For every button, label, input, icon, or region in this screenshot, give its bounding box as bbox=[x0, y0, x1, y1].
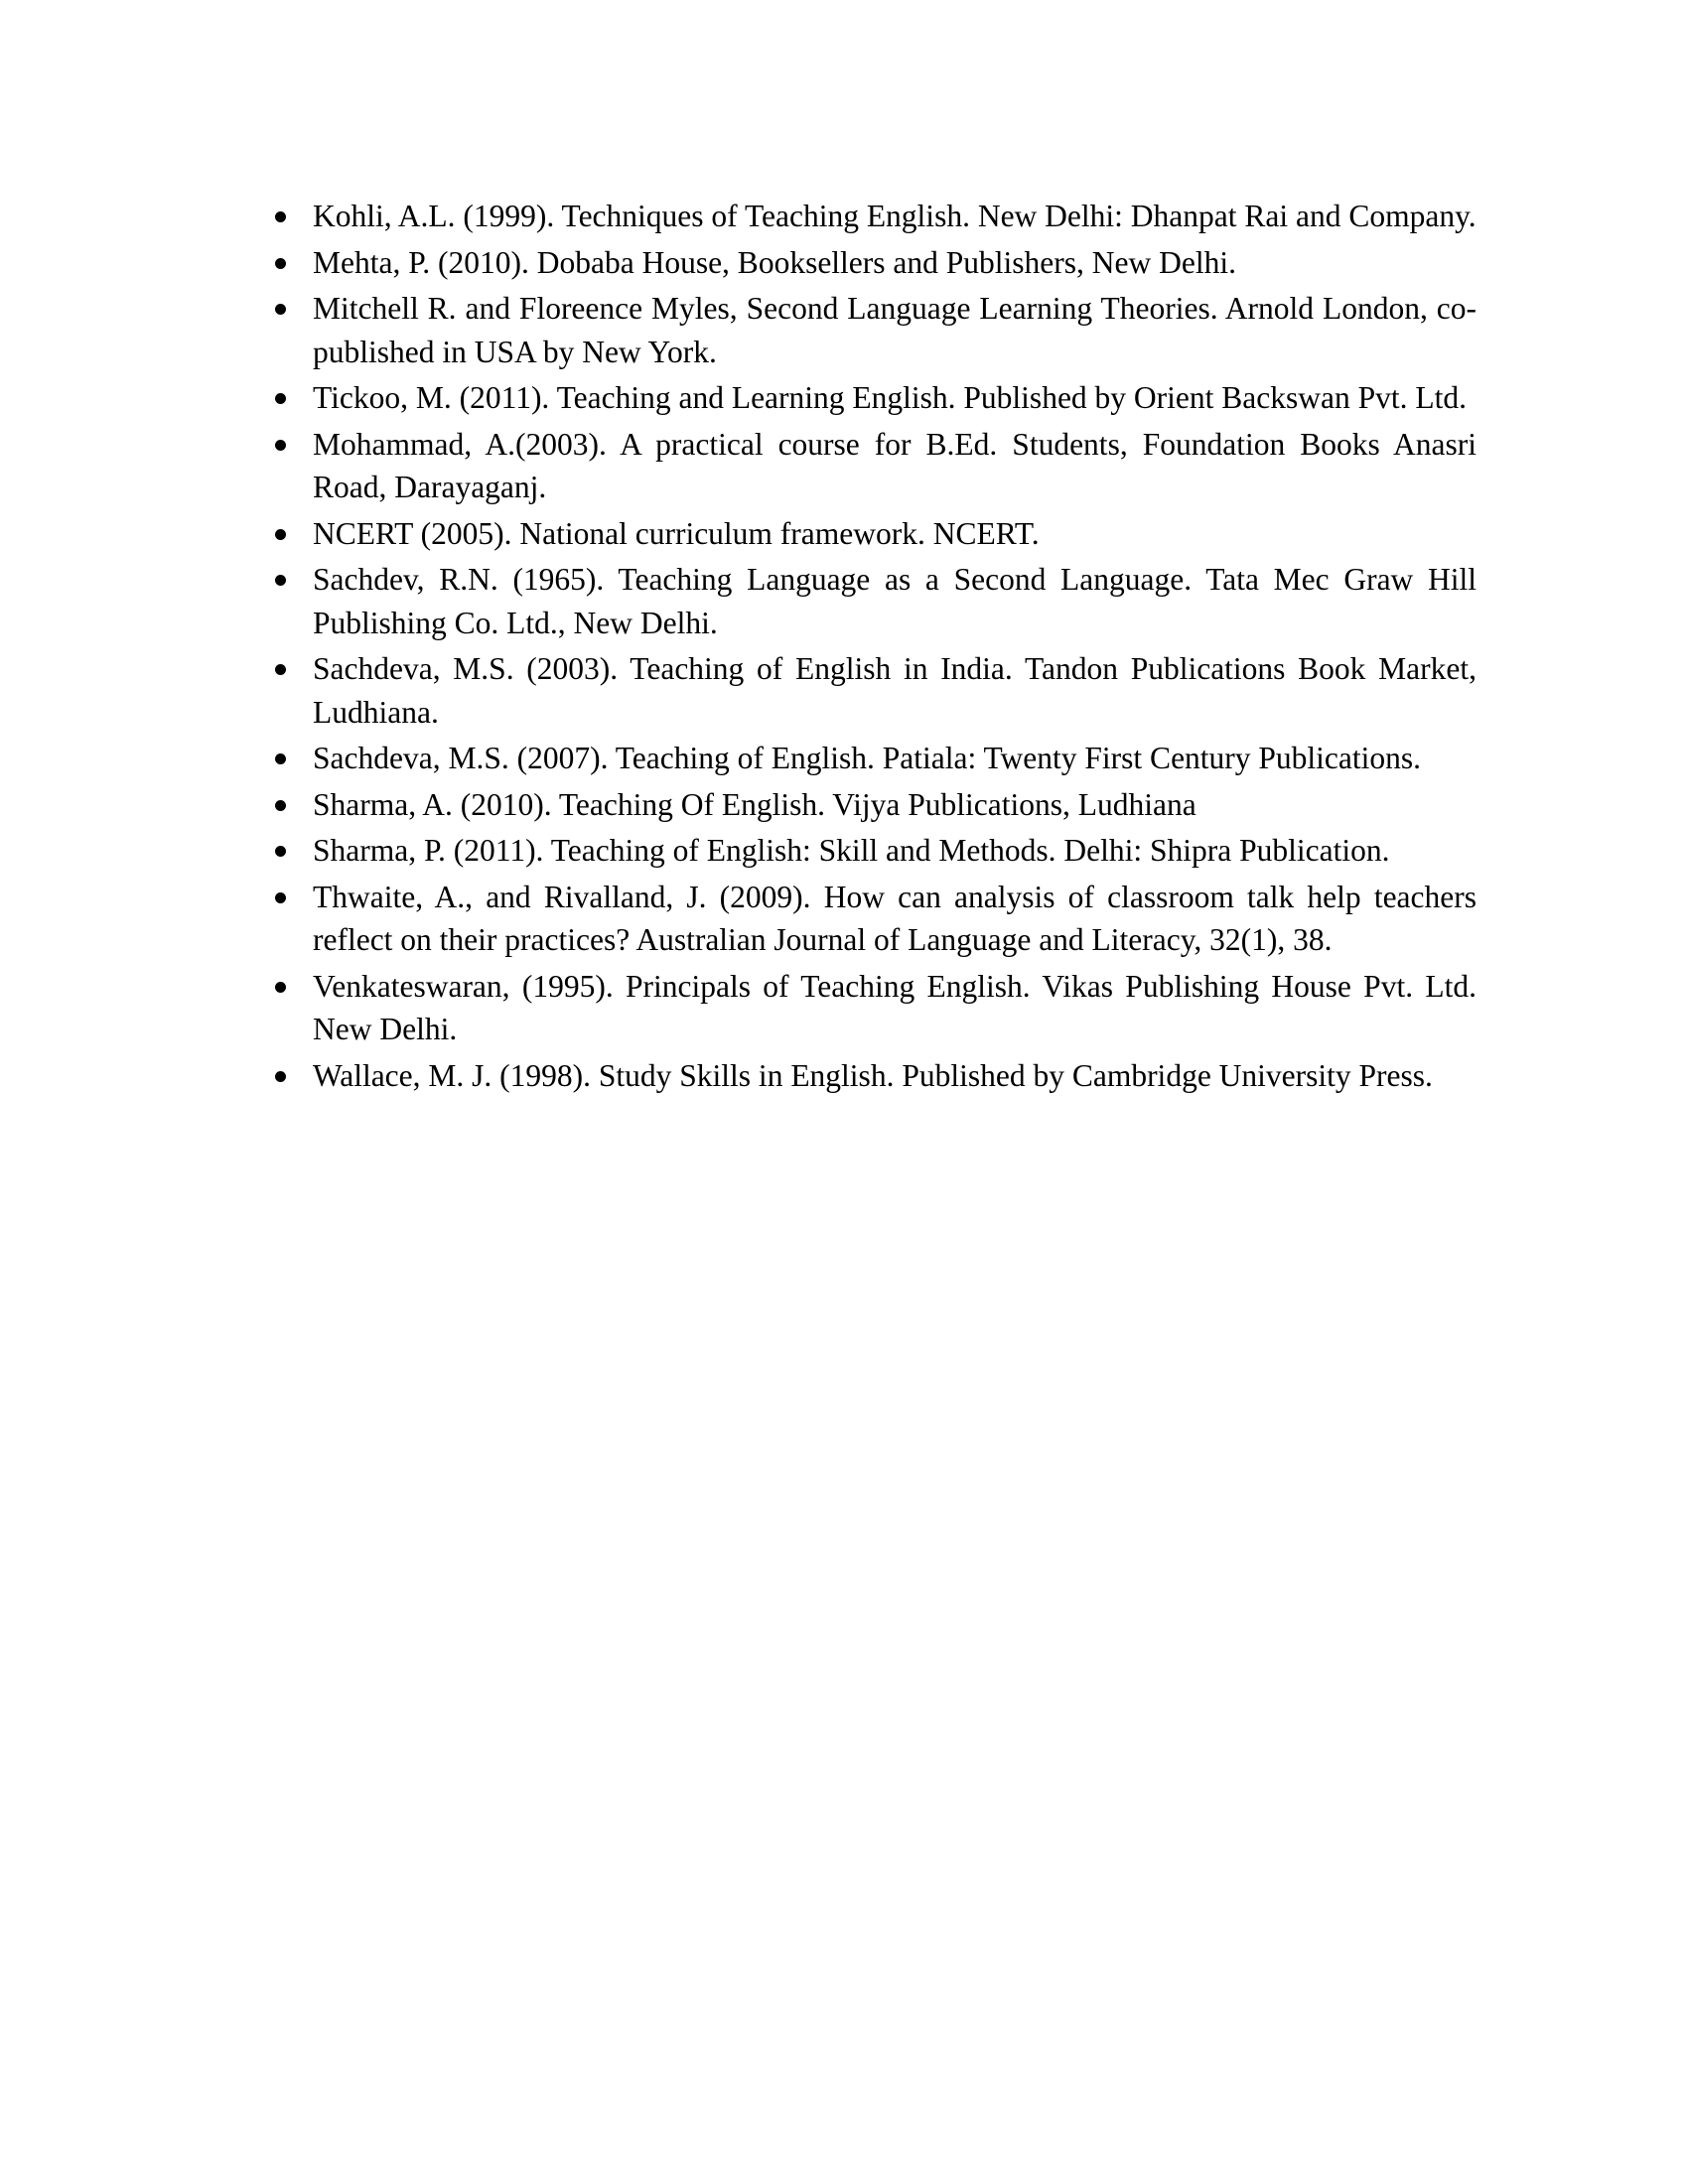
bullet-icon bbox=[275, 211, 286, 222]
reference-item bbox=[268, 512, 1477, 556]
reference-text: Sharma, A. (2010). Teaching Of English. Vijya Publications, Ludhiana bbox=[313, 786, 1196, 822]
reference-text: Kohli, A.L. (1999). Techniques of Teaching English. New Delhi: Dhanpat Rai and Company. bbox=[313, 199, 1477, 233]
bullet-icon bbox=[275, 1071, 286, 1082]
reference-item bbox=[268, 737, 1477, 780]
reference-text: Thwaite, A., and Rivalland, J. (2009). How can analysis of classroom talk help teachers reflect on their practices? Australian Journal of Language and Literacy, 32(1), 38. bbox=[313, 879, 1477, 957]
reference-item bbox=[268, 287, 1477, 373]
bullet-icon bbox=[275, 982, 286, 993]
bullet-icon bbox=[275, 258, 286, 269]
bullet-icon bbox=[275, 440, 286, 451]
bullet-icon bbox=[275, 529, 286, 540]
reference-item bbox=[268, 1054, 1477, 1098]
reference-item bbox=[268, 829, 1477, 873]
reference-text: Venkateswaran, (1995). Principals of Teaching English. Vikas Publishing House Pvt. Ltd. New Delhi. bbox=[313, 968, 1477, 1046]
reference-text: Sachdeva, M.S. (2007). Teaching of English. Patiala: Twenty First Century Publications. bbox=[313, 741, 1422, 775]
bullet-icon bbox=[275, 753, 286, 764]
reference-text: Mehta, P. (2010). Dobaba House, Booksellers and Publishers, New Delhi. bbox=[313, 244, 1236, 280]
reference-item bbox=[268, 876, 1477, 962]
reference-item bbox=[268, 558, 1477, 644]
reference-item bbox=[268, 965, 1477, 1051]
reference-text: Mohammad, A.(2003). A practical course for B.Ed. Students, Foundation Books Anasri Road, Darayaganj. bbox=[313, 426, 1477, 504]
reference-text: Sachdeva, M.S. (2003). Teaching of English in India. Tandon Publications Book Market, Ludhiana. bbox=[313, 651, 1477, 730]
reference-item bbox=[268, 241, 1477, 285]
reference-item bbox=[268, 195, 1477, 238]
reference-text: Sachdev, R.N. (1965). Teaching Language as a Second Language. Tata Mec Graw Hill Publishing Co. Ltd., New Delhi. bbox=[313, 562, 1477, 640]
reference-text: Sharma, P. (2011). Teaching of English: Skill and Methods. Delhi: Shipra Publication. bbox=[313, 833, 1390, 868]
reference-list bbox=[268, 195, 1477, 1100]
bullet-icon bbox=[275, 846, 286, 857]
reference-item bbox=[268, 376, 1477, 420]
reference-item bbox=[268, 647, 1477, 734]
reference-text: NCERT (2005). National curriculum framework. NCERT. bbox=[313, 515, 1040, 551]
bullet-icon bbox=[275, 664, 286, 675]
bullet-icon bbox=[275, 800, 286, 811]
reference-item bbox=[268, 423, 1477, 509]
reference-item bbox=[268, 783, 1477, 827]
reference-text: Mitchell R. and Floreence Myles, Second Language Learning Theories. Arnold London, co-published in USA by New York. bbox=[313, 291, 1477, 369]
bullet-icon bbox=[275, 393, 286, 404]
bullet-icon bbox=[275, 575, 286, 586]
reference-text: Wallace, M. J. (1998). Study Skills in English. Published by Cambridge University Press. bbox=[313, 1057, 1433, 1093]
bullet-icon bbox=[275, 892, 286, 903]
reference-text: Tickoo, M. (2011). Teaching and Learning English. Published by Orient Backswan Pvt. Ltd. bbox=[313, 380, 1467, 415]
bullet-icon bbox=[275, 304, 286, 315]
